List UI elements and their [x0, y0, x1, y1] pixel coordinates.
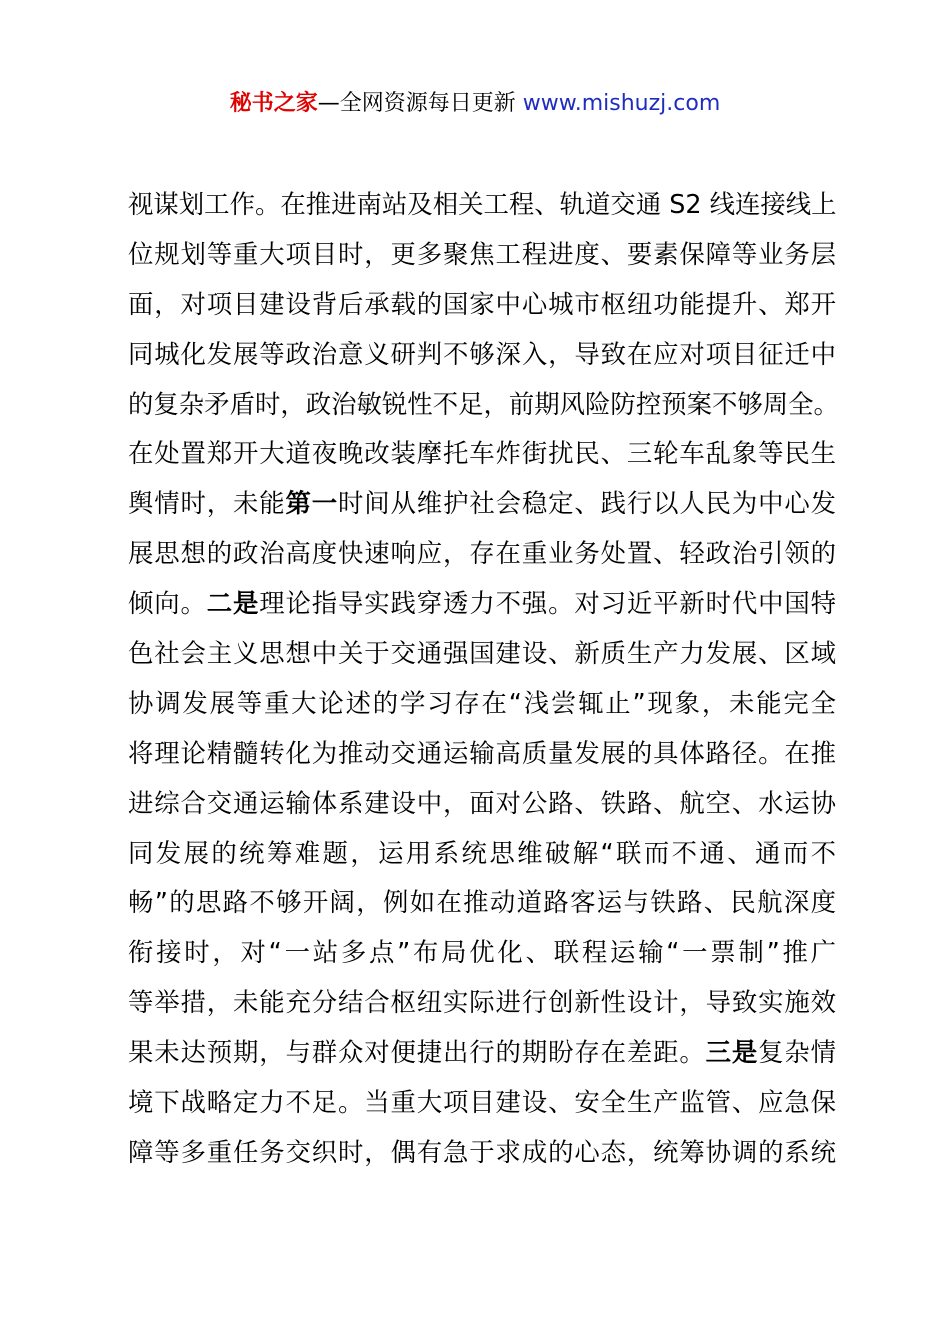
header-tagline: —全网资源每日更新: [317, 91, 523, 116]
text-segment: 复杂情: [758, 1037, 837, 1068]
text-segment: 等举措，未能充分结合枢纽实际进行创新性设计，导致实施效: [128, 987, 836, 1018]
text-segment: 理论指导实践穿透力不强。对习近平新时代中国特: [259, 588, 837, 619]
text-segment: 畅”的思路不够开阔，例如在推动道路客运与铁路、民航深度: [128, 887, 836, 918]
brand-name: 秘书之家: [229, 91, 318, 116]
text-segment: 将理论精髓转化为推动交通运输高质量发展的具体路径。在推: [128, 737, 836, 768]
text-segment: 进综合交通运输体系建设中，面对公路、铁路、航空、水运协: [128, 787, 836, 818]
text-segment: 在处置郑开大道夜晚改装摩托车炸街扰民、三轮车乱象等民生: [128, 438, 836, 469]
text-line: [128, 779, 836, 829]
text-line: [128, 978, 836, 1028]
bold-text-segment: 第一: [285, 488, 339, 519]
text-line: [128, 579, 836, 629]
text-segment: 障等多重任务交织时，偶有急于求成的心态，统筹协调的系统: [128, 1136, 836, 1167]
text-line: [128, 629, 836, 679]
text-segment: 视谋划工作。在推进南站及相关工程、轨道交通 S2 线连接线上: [128, 189, 837, 219]
text-segment: 衔接时，对“一站多点”布局优化、联程运输“一票制”推广: [128, 937, 836, 968]
text-line: [128, 230, 836, 280]
text-segment: 倾向。: [128, 588, 207, 619]
text-line: [128, 429, 836, 479]
text-segment: 的复杂矛盾时，政治敏锐性不足，前期风险防控预案不够周全。: [128, 388, 839, 419]
text-line: [128, 1078, 836, 1128]
text-segment: 色社会主义思想中关于交通强国建设、新质生产力发展、区域: [128, 638, 836, 669]
text-line: [128, 829, 836, 879]
bold-text-segment: 三是: [705, 1037, 759, 1068]
text-line: [128, 479, 836, 529]
text-line: [128, 330, 836, 380]
text-segment: 境下战略定力不足。当重大项目建设、安全生产监管、应急保: [128, 1087, 836, 1118]
text-segment: 舆情时，未能: [128, 488, 286, 519]
text-line: [128, 878, 836, 928]
page-header: [0, 86, 950, 122]
document-body: [128, 180, 839, 1178]
text-segment: 时间从维护社会稳定、践行以人民为中心发: [338, 488, 837, 519]
text-segment: 同城化发展等政治意义研判不够深入，导致在应对项目征迁中: [128, 338, 836, 369]
text-segment: 面，对项目建设背后承载的国家中心城市枢纽功能提升、郑开: [128, 288, 836, 319]
text-segment: 果未达预期，与群众对便捷出行的期盼存在差距。: [128, 1037, 706, 1068]
text-line: [128, 928, 836, 978]
text-line: [128, 1028, 836, 1078]
bold-text-segment: 二是: [206, 588, 260, 619]
text-segment: 位规划等重大项目时，更多聚焦工程进度、要素保障等业务层: [128, 238, 836, 269]
text-line: [128, 280, 836, 330]
text-segment: 展思想的政治高度快速响应，存在重业务处置、轻政治引领的: [128, 538, 836, 569]
text-line: [128, 679, 836, 729]
text-line: [128, 180, 836, 230]
text-line: [128, 1128, 836, 1178]
text-segment: 同发展的统筹难题，运用系统思维破解“联而不通、通而不: [128, 837, 836, 868]
text-line: [128, 380, 839, 430]
text-line: [128, 729, 836, 779]
text-line: [128, 529, 836, 579]
text-segment: 协调发展等重大论述的学习存在“浅尝辄止”现象，未能完全: [128, 687, 836, 718]
site-url-link[interactable]: www.mishuzj.com: [522, 91, 721, 116]
